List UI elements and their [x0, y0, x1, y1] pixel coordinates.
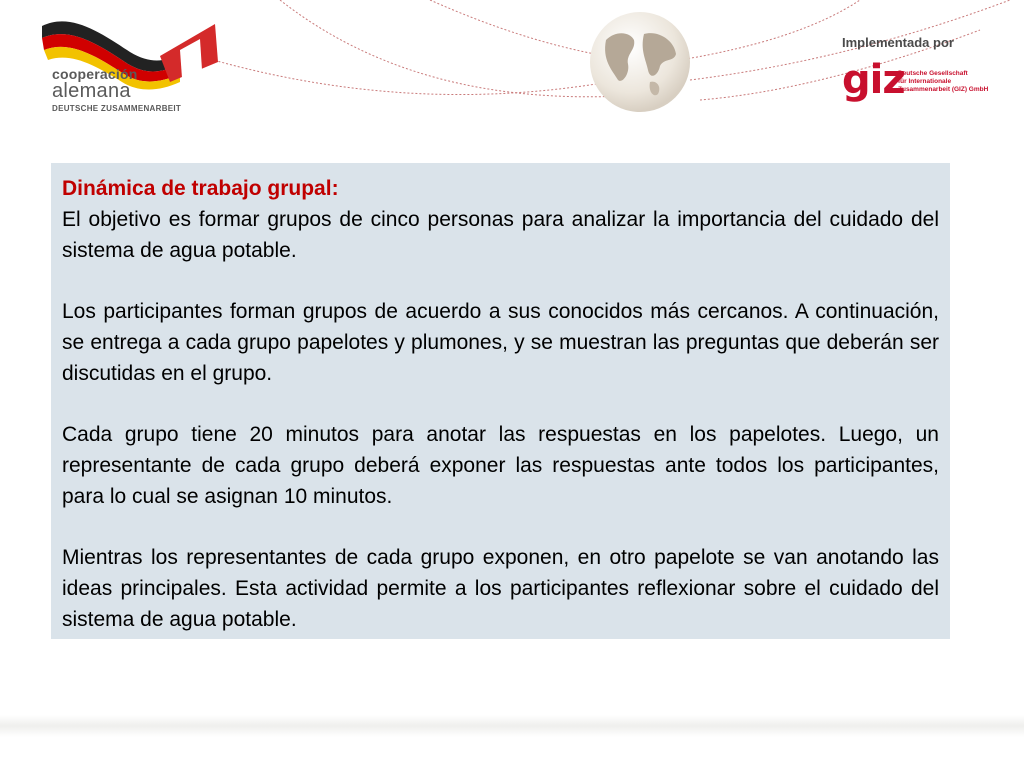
giz-name — [898, 70, 988, 94]
giz-name-line: Zusammenarbeit (GIZ) GmbH — [898, 86, 989, 93]
content-box — [51, 163, 950, 639]
content-paragraph: Los participantes forman grupos de acuerdo a sus conocidos más cercanos. A continuación, se entrega a cada grupo papelotes y plumones, y se muestran las preguntas que deberán ser discutidas en el grupo. — [62, 300, 939, 385]
giz-logo: giz — [842, 57, 905, 103]
content-paragraph: El objetivo es formar grupos de cinco personas para analizar la importancia del cuidado del sistema de agua potable. — [62, 208, 939, 262]
content-paragraph: Mientras los representantes de cada grupo exponen, en otro papelote se van anotando las ideas principales. Esta actividad permite a los participantes reflexionar sobre el cuidado del sistema de agua potable. — [62, 546, 939, 631]
coop-logo-line2: alemana — [52, 80, 131, 102]
giz-name-line: für Internationale — [898, 78, 952, 85]
content-paragraph: Cada grupo tiene 20 minutos para anotar las respuestas en los papelotes. Luego, un representante de cada grupo deberá exponer las respuestas ante todos los participantes, para lo cual se asignan 10 minutos. — [62, 423, 939, 508]
giz-name-line: Deutsche Gesellschaft — [898, 70, 968, 77]
globe-icon — [588, 10, 692, 114]
coop-logo-line1: cooperación — [52, 66, 138, 82]
implementer-label: Implementada por — [842, 35, 954, 50]
footer-band — [0, 715, 1024, 737]
coop-logo-line3: DEUTSCHE ZUSAMMENARBEIT — [52, 104, 182, 113]
content-heading: Dinámica de trabajo grupal: — [62, 177, 339, 200]
